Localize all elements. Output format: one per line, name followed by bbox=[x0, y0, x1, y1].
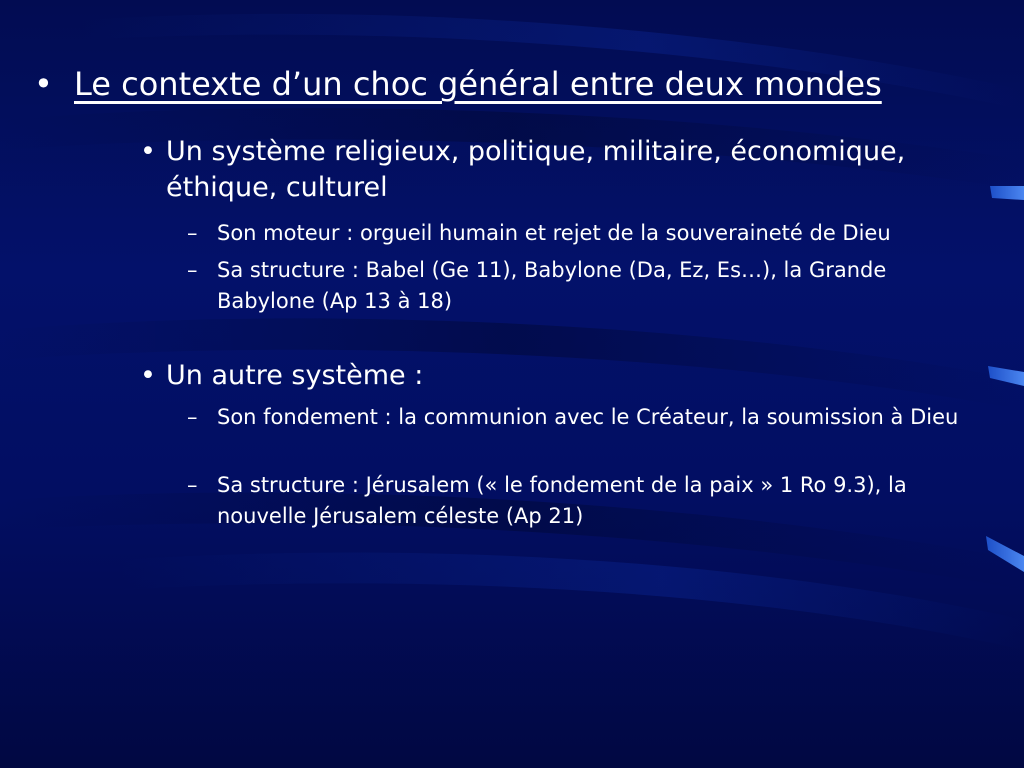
item-text: Son fondement : la communion avec le Créateur, la soumission à Dieu bbox=[217, 405, 959, 429]
item-dash: – bbox=[187, 405, 198, 429]
section-1-marker: • bbox=[140, 136, 156, 167]
section-2-title: Un autre système : bbox=[166, 360, 424, 391]
item-dash: – bbox=[187, 258, 198, 282]
item-text: Sa structure : Babel (Ge 11), Babylone (Da, Ez, Es…), la Grande Babylone (Ap 13 à 18) bbox=[217, 258, 887, 313]
item-dash: – bbox=[187, 221, 198, 245]
item-dash: – bbox=[187, 473, 198, 497]
item-text: Son moteur : orgueil humain et rejet de la souveraineté de Dieu bbox=[217, 221, 891, 245]
heading-bullet: • bbox=[34, 65, 53, 103]
section-2-marker: • bbox=[140, 360, 156, 391]
heading-text: Le contexte d’un choc général entre deux mondes bbox=[74, 65, 882, 103]
item-text: Sa structure : Jérusalem (« le fondement de la paix » 1 Ro 9.3), la nouvelle Jérusalem céleste (Ap 21) bbox=[217, 473, 907, 528]
section-1-title: Un système religieux, politique, militaire, économique, éthique, culturel bbox=[166, 136, 906, 203]
